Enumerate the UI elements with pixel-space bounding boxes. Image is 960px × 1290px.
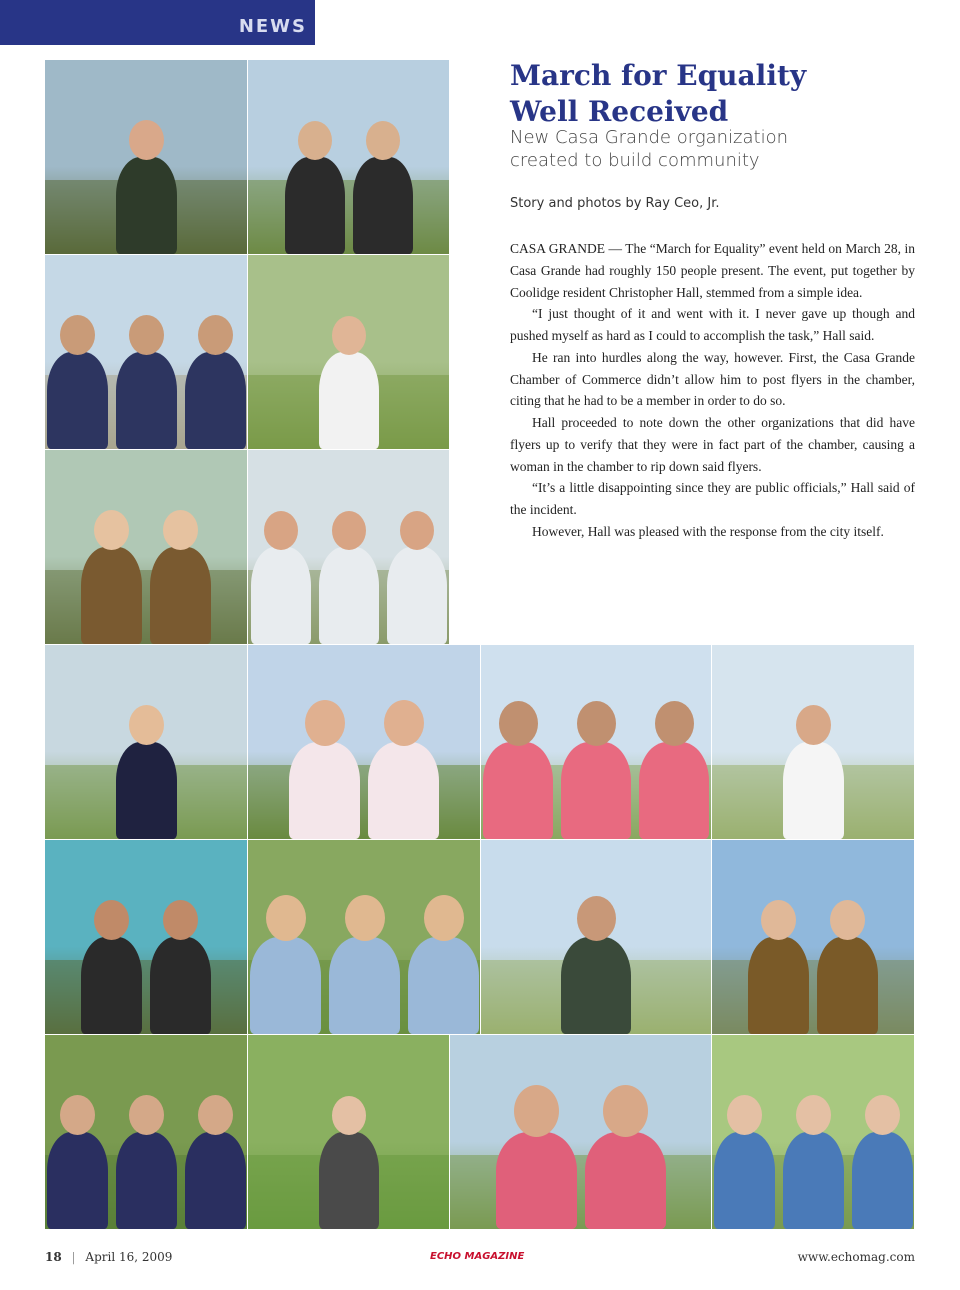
- photo-person-head: [345, 895, 385, 941]
- photo-person-figure: [852, 1132, 913, 1229]
- photo-person-figure: [483, 742, 553, 839]
- photo-person-figure: [47, 352, 108, 449]
- photo-person-figure: [408, 937, 479, 1034]
- photo-person-head: [129, 120, 164, 160]
- photo-camp-equality-08-shirts: [248, 645, 481, 840]
- photo-person-head: [266, 895, 306, 941]
- paragraph: CASA GRANDE — The “March for Equality” event held on March 28, in Casa Grande had roughly 150 people present. The event, put together by Coolidge resident Christopher Hall, stemmed from a simple idea.: [510, 241, 915, 300]
- photo-person-figure: [285, 157, 345, 254]
- photo-people-on-grass: [248, 840, 481, 1035]
- section-label: NEWS: [238, 16, 307, 37]
- photo-ground: [450, 1155, 711, 1229]
- photo-person-figure: [116, 1132, 177, 1229]
- photo-ground: [248, 180, 449, 254]
- photo-person-head: [577, 701, 616, 746]
- footer-folio: [45, 1250, 172, 1264]
- photo-person-figure: [319, 1132, 379, 1229]
- photo-ground: [712, 960, 914, 1034]
- photo-person-head: [129, 705, 164, 745]
- subhead-line-2: created to build community: [510, 150, 760, 171]
- photo-two-women-sunglasses: [248, 450, 450, 645]
- photo-person-figure: [47, 1132, 108, 1229]
- photo-woman-with-beads: [248, 1035, 450, 1230]
- photo-person-figure: [116, 352, 177, 449]
- magazine-name: ECHO MAGAZINE: [430, 1251, 525, 1262]
- photo-person-figure: [783, 1132, 844, 1229]
- photo-person-figure: [185, 1132, 246, 1229]
- photo-person-figure: [496, 1132, 577, 1229]
- article-subhead: [510, 126, 930, 172]
- photo-person-head: [332, 511, 366, 550]
- photo-person-head: [655, 701, 694, 746]
- photo-person-figure: [150, 547, 211, 644]
- photo-person-figure: [561, 937, 631, 1034]
- photo-person-head: [60, 1095, 95, 1135]
- photo-information-table: [45, 255, 248, 450]
- paragraph: “It’s a little disappointing since they are public officials,” Hall said of the incident.: [510, 480, 915, 517]
- paragraph: However, Hall was pleased with the response from the city itself.: [532, 523, 884, 539]
- article-headline: [510, 58, 930, 130]
- photo-person-figure: [185, 352, 246, 449]
- photo-person-head: [577, 896, 616, 941]
- photo-person-head: [298, 121, 332, 160]
- photo-person-figure: [714, 1132, 775, 1229]
- photo-person-figure: [319, 352, 379, 449]
- photo-person-head: [332, 316, 366, 355]
- photo-person-figure: [81, 547, 142, 644]
- photo-person-figure: [289, 742, 360, 839]
- headline-line-1: March for Equality: [510, 59, 807, 92]
- photo-person-figure: [116, 157, 177, 254]
- photo-person-figure: [250, 937, 321, 1034]
- photo-person-figure: [81, 937, 142, 1034]
- photo-person-figure: [368, 742, 439, 839]
- photo-drag-performers: [45, 450, 248, 645]
- photo-person-figure: [783, 742, 844, 839]
- photo-person-figure: [150, 937, 211, 1034]
- photo-ground: [248, 765, 480, 839]
- photo-speaker-at-microphone: [45, 60, 248, 255]
- photo-person-head: [499, 701, 538, 746]
- photo-person-head: [366, 121, 400, 160]
- website-link[interactable]: www.echomag.com: [797, 1250, 915, 1264]
- photo-person-figure: [319, 547, 379, 644]
- photo-person-head: [305, 700, 345, 746]
- photo-person-figure: [748, 937, 809, 1034]
- paragraph: He ran into hurdles along the way, however. First, the Casa Grande Chamber of Commerce didn’t allow him to post flyers in the chamber, citing that he had to be a member in order to do so.: [510, 349, 915, 409]
- photo-person-head: [761, 900, 796, 940]
- photo-person-figure: [639, 742, 709, 839]
- photo-guitar-player: [45, 840, 248, 1035]
- photo-woman-with-children: [248, 60, 450, 255]
- photo-pflag-couple: [712, 1035, 915, 1230]
- photo-person-figure: [817, 937, 878, 1034]
- photo-person-figure: [116, 742, 177, 839]
- photo-person-head: [94, 900, 129, 940]
- photo-person-head: [163, 510, 198, 550]
- photo-march-banner: [481, 645, 712, 840]
- photo-ground: [45, 570, 247, 644]
- photo-ground: [45, 960, 247, 1034]
- photo-person-figure: [329, 937, 400, 1034]
- subhead-line-1: New Casa Grande organization: [510, 127, 789, 148]
- photo-person-head: [198, 315, 233, 355]
- article-body: [510, 238, 915, 543]
- photo-person-head: [264, 511, 298, 550]
- photo-person-head: [60, 315, 95, 355]
- photo-person-head: [424, 895, 464, 941]
- photo-marriage-equality-banner: [712, 645, 915, 840]
- photo-camp-equality-shirt: [248, 255, 450, 450]
- byline: Story and photos by Ray Ceo, Jr.: [510, 196, 720, 211]
- photo-person-head: [830, 900, 865, 940]
- photo-person-figure: [561, 742, 631, 839]
- section-tab: [0, 0, 315, 45]
- photo-person-head: [865, 1095, 900, 1135]
- photo-person-figure: [387, 547, 447, 644]
- photo-person-head: [129, 315, 164, 355]
- headline-line-2: Well Received: [510, 95, 729, 128]
- photo-group-on-lawn: [45, 1035, 248, 1230]
- photo-three-friends: [450, 1035, 712, 1230]
- photo-person-head: [332, 1096, 366, 1135]
- photo-vote-shirts: [45, 645, 248, 840]
- paragraph: Hall proceeded to note down the other organizations that did have flyers up to verify that they were in fact part of the chamber, causing a woman in the chamber to rip down said flyers.: [510, 415, 915, 474]
- photo-man-leopard-coat: [712, 840, 915, 1035]
- photo-protest-signs: [481, 840, 712, 1035]
- photo-person-figure: [353, 157, 413, 254]
- page-number: 18: [45, 1250, 62, 1264]
- photo-person-head: [163, 900, 198, 940]
- photo-person-head: [796, 1095, 831, 1135]
- paragraph: “I just thought of it and went with it. I never gave up though and pushed myself as hard as I could to accomplish the task,” Hall said.: [510, 306, 915, 343]
- photo-person-head: [796, 705, 831, 745]
- photo-person-head: [94, 510, 129, 550]
- photo-person-head: [514, 1085, 559, 1137]
- photo-person-figure: [585, 1132, 666, 1229]
- footer-separator: |: [71, 1250, 76, 1264]
- photo-person-head: [400, 511, 434, 550]
- photo-person-figure: [251, 547, 311, 644]
- photo-person-head: [603, 1085, 648, 1137]
- photo-person-head: [384, 700, 424, 746]
- issue-date: April 16, 2009: [85, 1250, 173, 1264]
- photo-person-head: [727, 1095, 762, 1135]
- photo-person-head: [198, 1095, 233, 1135]
- photo-person-head: [129, 1095, 164, 1135]
